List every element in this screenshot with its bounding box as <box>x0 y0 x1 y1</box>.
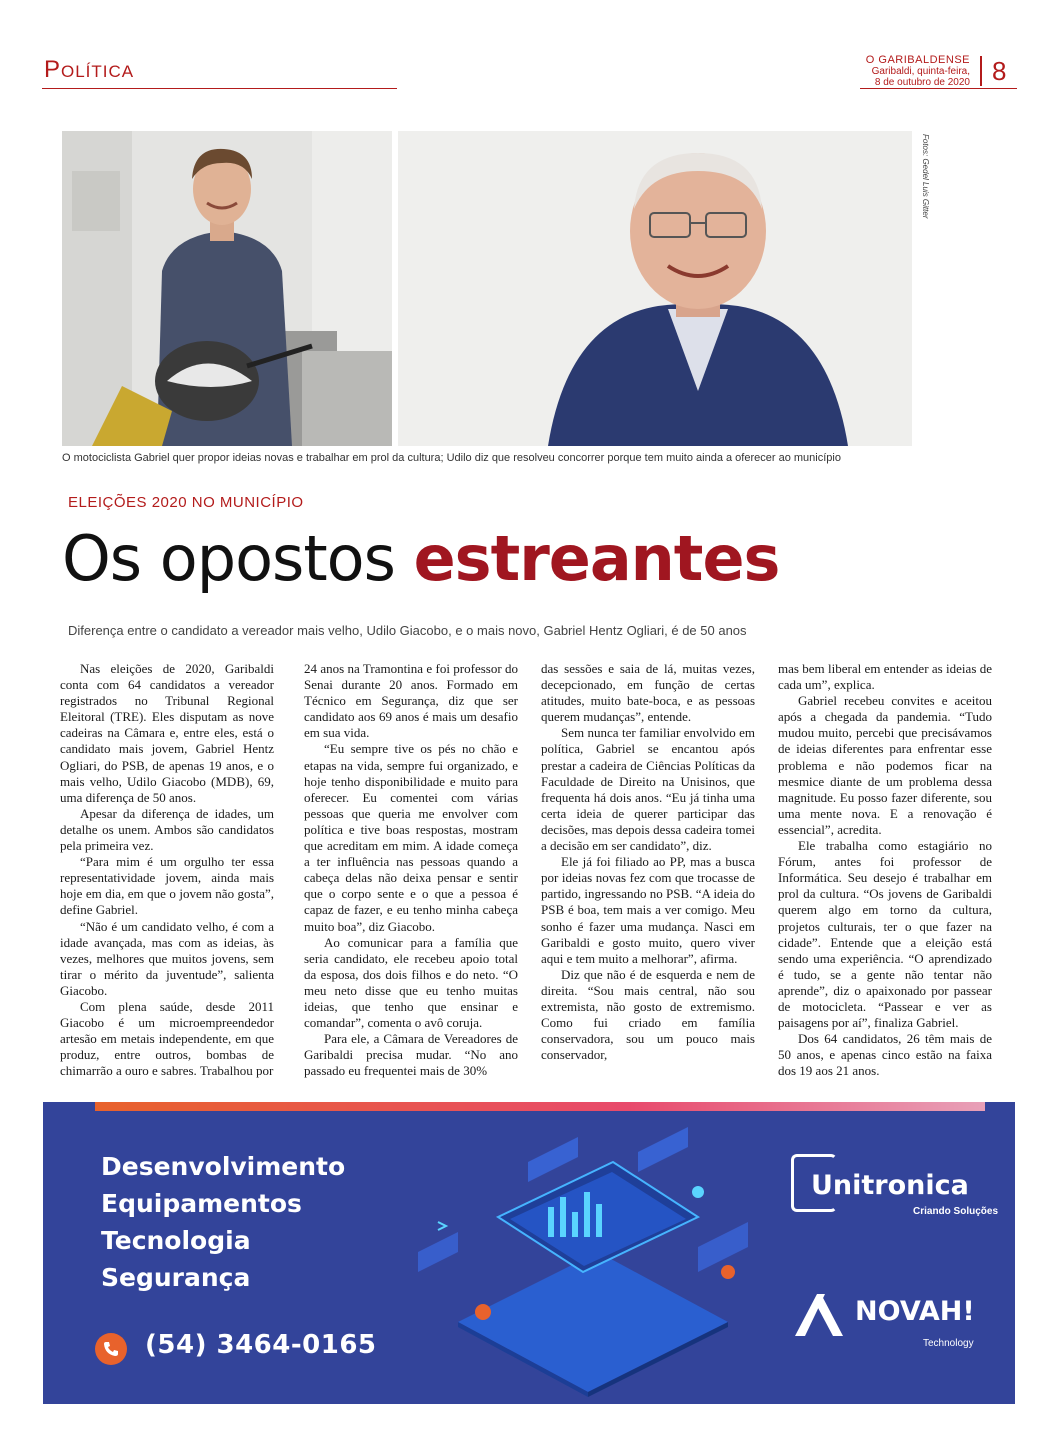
paragraph: das sessões e saia de lá, muitas vezes, decepcionado, em função de certas atitudes, muito bate-boca, e as pessoas querem mudanças”, entende. <box>541 661 755 725</box>
unitronica-tagline: Criando Soluções <box>913 1206 999 1217</box>
ad-service-item: Desenvolvimento <box>101 1152 346 1181</box>
ad-services-list <box>101 1148 345 1296</box>
paragraph: Apesar da diferença de idades, um detalhe os unem. Ambos são candidatos pela primeira vez. <box>60 805 274 854</box>
article-subhead: Diferença entre o candidato a vereador mais velho, Udilo Giacobo, e o mais novo, Gabriel Hentz Ogliari, é de 50 anos <box>68 623 747 638</box>
paragraph: “Eu sempre tive os pés no chão e etapas na vida, sempre fui organizado, e hoje tenho disponibilidade e muito para oferecer. Eu comentei com várias pessoas que queria me envolver com política e tive boas respostas, mostram que acreditam em mim. A idade começa a ter influência nas pessoas quando a cabeça delas não deixa pensar e sentir que o corpo sente e o que a pessoa é capaz de fazer, e eu tenho minha cabeça muito boa”, diz Giacobo. <box>304 741 518 934</box>
photo-udilo-illustration <box>398 131 912 446</box>
article-column-4 <box>778 661 992 1079</box>
article-column-2 <box>304 661 518 1079</box>
photo-caption: O motociclista Gabriel quer propor ideias novas e trabalhar em prol da cultura; Udilo diz que resolveu concorrer porque tem muito ainda a oferecer ao município <box>62 452 841 464</box>
paragraph: Ele já foi filiado ao PP, mas a busca por ideias novas fez com que trocasse de partido, ingressando no PSB. “A ideia do PSB é boa, tem mais a ver comigo. Meu sonho é fazer uma mudança. Nasci em Garibaldi e gosto muito, quero viver aqui e tem muito a melhorar”, afirma. <box>541 854 755 966</box>
ad-service-item: Segurança <box>101 1263 251 1292</box>
section-rule <box>42 88 397 89</box>
phone-icon <box>95 1333 127 1365</box>
paragraph: mas bem liberal em entender as ideias de cada um”, explica. <box>778 661 992 693</box>
page-separator <box>980 56 982 86</box>
section-title: Política <box>44 56 135 83</box>
paper-name: O GARIBALDENSE <box>865 54 970 66</box>
masthead-block <box>866 54 970 88</box>
paragraph: Sem nunca ter familiar envolvido em política, Gabriel se encantou após prestar a cadeira de Ciências Políticas da Faculdade de Direito na Unisinos, que frequenta há dois anos. “Eu já tinha uma certa ideia de querer participar das decisões, mas depois dessa cadeira tomei a decisão em ser candidato”, diz. <box>541 725 755 854</box>
ad-service-item: Equipamentos <box>101 1189 302 1218</box>
paragraph: Com plena saúde, desde 2011 Giacobo é um microempreendedor artesão em metais independente, em que produz, entre outros, bombas de chimarrão a ouro e sabres. Trabalhou por <box>60 998 274 1079</box>
photo-udilo <box>398 131 912 446</box>
laptop-illustration <box>398 1122 788 1397</box>
paragraph: Ele trabalha como estagiário no Fórum, antes foi professor de Informática. Seu desejo é trabalhar em prol da cultura. “Os jovens de Garibaldi querem algo em torno da cultura, projetos culturais, ter o que fazer na cidade”. Entende que a eleição está sendo uma experiência. “O aprendizado é tudo, se a gente não tentar não aprende”, diz o apaixonado por passear de motocicleta. “Passear e ver as paisagens por aí”, finaliza Gabriel. <box>778 838 992 1031</box>
headline-accent: estreantes <box>413 522 780 595</box>
paragraph: Dos 64 candidatos, 26 têm mais de 50 anos, e apenas cinco estão na faixa dos 19 aos 21 anos. <box>778 1031 992 1079</box>
unitronica-logo: Unitronica <box>811 1170 969 1201</box>
ad-service-item: Tecnologia <box>101 1226 251 1255</box>
paragraph: “Não é um candidato velho, é com a idade avançada, mas com as ideias, às vezes, melhores que muitos jovens, sem tirar o mérito da juventude”, salienta Giacobo. <box>60 918 274 998</box>
novah-tagline: Technology <box>923 1338 974 1349</box>
article-column-1 <box>60 661 274 1079</box>
paragraph: Ao comunicar para a família que seria candidato, ele recebeu apoio total da esposa, dos dois filhos e do neto. “O meu neto disse que eu tenho muitas ideias, que tenho que ensinar e comandar”, comenta o avô coruja. <box>304 934 518 1031</box>
paragraph: “Para mim é um orgulho ter essa representatividade jovem, ainda mais hoje em dia, em que o jovem não gosta”, define Gabriel. <box>60 854 274 918</box>
ad-phone-number[interactable]: (54) 3464-0165 <box>145 1330 377 1360</box>
paragraph: Gabriel recebeu convites e aceitou após a chegada da pandemia. “Tudo mudou muito, percebi que precisávamos de ideias diferentes para enfrentar esse problema e não podemos ficar na mesmice diante de um problema dessa magnitude. Eu posso fazer diferente, sou uma mente nova. E a renovação é essencial”, acredita. <box>778 693 992 837</box>
article-column-3 <box>541 661 755 1063</box>
headline-plain: Os opostos <box>62 522 395 595</box>
ad-top-bar <box>95 1102 985 1111</box>
paragraph: Diz que não é de esquerda e nem de direita. “Sou mais central, não sou extremista, não gosto de extremismo. Como fui criado em família conservadora, sou um pouco mais conservador, <box>541 966 755 1063</box>
date-line-1: Garibaldi, quinta-feira, <box>871 66 970 77</box>
article-headline <box>62 522 779 595</box>
novah-logo: NOVAH! <box>855 1296 975 1327</box>
photo-credit: Fotos: Gedel Luis Gitter <box>921 134 930 219</box>
photo-gabriel <box>62 131 392 446</box>
paragraph: 24 anos na Tramontina e foi professor do Senai durante 20 anos. Formado em Técnico em Segurança, diz que ser candidato aos 69 anos é mais um desafio em sua vida. <box>304 661 518 741</box>
paragraph: Nas eleições de 2020, Garibaldi conta com 64 candidatos a vereador registrados no Tribunal Regional Eleitoral (TRE). Eles disputam as nove cadeiras na Câmara e, entre eles, está o candidato mais jovem, Gabriel Hentz Ogliari, do PSB, de apenas 19 anos, e o mais velho, Udilo Giacobo (MDB), 69, uma diferença de 50 anos. <box>60 661 274 805</box>
advertisement[interactable] <box>43 1102 1015 1404</box>
date-line-2: 8 de outubro de 2020 <box>874 77 970 88</box>
header-rule-right <box>860 88 1017 89</box>
paragraph: Para ele, a Câmara de Vereadores de Garibaldi precisa mudar. “No ano passado eu frequentei mais de 30% <box>304 1031 518 1079</box>
article-kicker: ELEIÇÕES 2020 NO MUNICÍPIO <box>68 494 304 511</box>
novah-logo-icon <box>791 1292 847 1338</box>
photo-gabriel-illustration <box>62 131 392 446</box>
page-number: 8 <box>992 56 1007 86</box>
